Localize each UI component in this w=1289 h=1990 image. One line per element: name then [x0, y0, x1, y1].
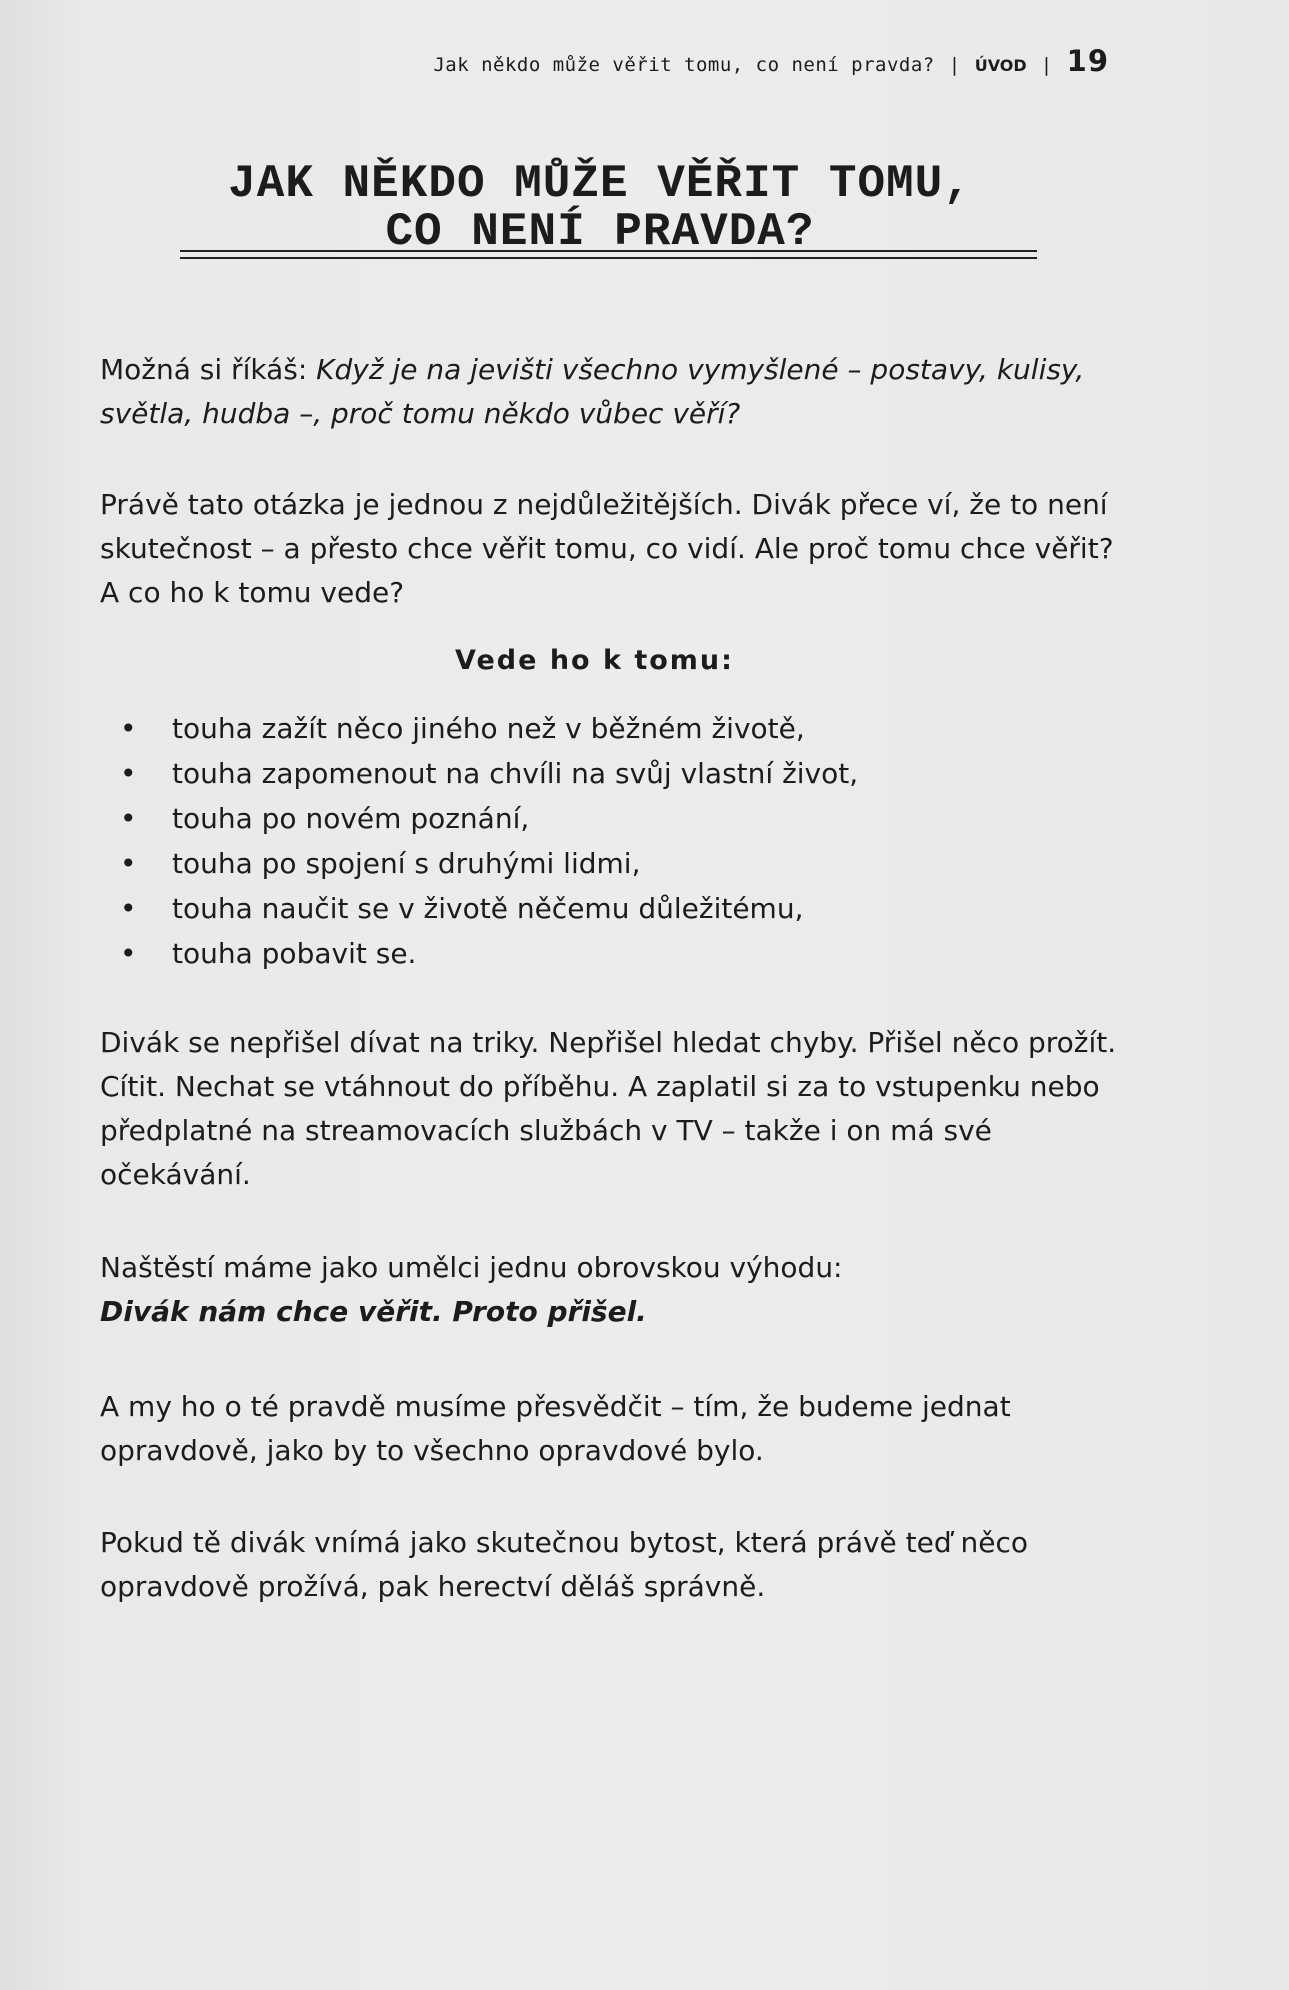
paragraph-question-lead: Možná si říkáš:	[100, 353, 317, 386]
paragraph-advantage	[100, 1246, 1120, 1334]
bullet-icon: •	[120, 802, 137, 835]
list-item-text: touha po spojení s druhými lidmi,	[172, 847, 641, 880]
list-item-text: touha po novém poznání,	[172, 802, 530, 835]
running-head-separator: |	[948, 54, 961, 76]
list-item	[100, 751, 1100, 796]
running-head-title: Jak někdo může věřit tomu, co není pravda?	[433, 54, 935, 76]
title-rule	[180, 250, 1037, 252]
chapter-title	[150, 160, 1050, 256]
list-item	[100, 706, 1100, 751]
chapter-title-line-1: JAK NĚKDO MŮŽE VĚŘIT TOMU,	[228, 158, 972, 210]
bullet-icon: •	[120, 937, 137, 970]
title-rule-second	[180, 257, 1037, 259]
list-item	[100, 796, 1100, 841]
running-head-section: ÚVOD	[974, 56, 1027, 75]
paragraph-advantage-text: Naštěstí máme jako umělci jednu obrovskou výhodu:	[100, 1251, 843, 1284]
bullet-list	[100, 706, 1100, 976]
list-item	[100, 931, 1100, 976]
list-item-text: touha naučit se v životě něčemu důležitému,	[172, 892, 804, 925]
paragraph-advantage-emphasis: Divák nám chce věřit. Proto přišel.	[100, 1295, 647, 1328]
running-head	[433, 44, 1109, 78]
paragraph-convince: A my ho o té pravdě musíme přesvědčit – tím, že budeme jednat opravdově, jako by to všechno opravdové bylo.	[100, 1390, 1011, 1467]
paragraph-question-quote: Když je na jevišti všechno vymyšlené – postavy, kulisy, světla, hudba –, proč tomu někdo vůbec věří?	[100, 353, 1085, 430]
paragraph-question	[100, 348, 1120, 436]
list-item-text: touha zažít něco jiného než v běžném životě,	[172, 712, 805, 745]
paragraph-why-believe: Právě tato otázka je jednou z nejdůležitějších. Divák přece ví, že to není skutečnost – a přesto chce věřit tomu, co vidí. Ale proč tomu chce věřit? A co ho k tomu vede?	[100, 488, 1114, 609]
list-item-text: touha zapomenout na chvíli na svůj vlastní život,	[172, 757, 859, 790]
subheading: Vede ho k tomu:	[455, 645, 734, 676]
bullet-icon: •	[120, 847, 137, 880]
page-number: 19	[1066, 44, 1109, 78]
list-item	[100, 841, 1100, 886]
list-item	[100, 886, 1100, 931]
bullet-icon: •	[120, 892, 137, 925]
running-head-separator-2: |	[1040, 54, 1053, 76]
paragraph-viewer: Divák se nepřišel dívat na triky. Nepřišel hledat chyby. Přišel něco prožít. Cítit. Nechat se vtáhnout do příběhu. A zaplatil si za to vstupenku nebo předplatné na streamovacích službách v TV – takže i on má své očekávání.	[100, 1026, 1117, 1191]
bullet-icon: •	[120, 757, 137, 790]
bullet-icon: •	[120, 712, 137, 745]
paragraph-conclusion: Pokud tě divák vnímá jako skutečnou bytost, která právě teď něco opravdově prožívá, pak herectví děláš správně.	[100, 1526, 1029, 1603]
chapter-title-line-2: CO NENÍ PRAVDA?	[385, 206, 815, 258]
list-item-text: touha pobavit se.	[172, 937, 417, 970]
